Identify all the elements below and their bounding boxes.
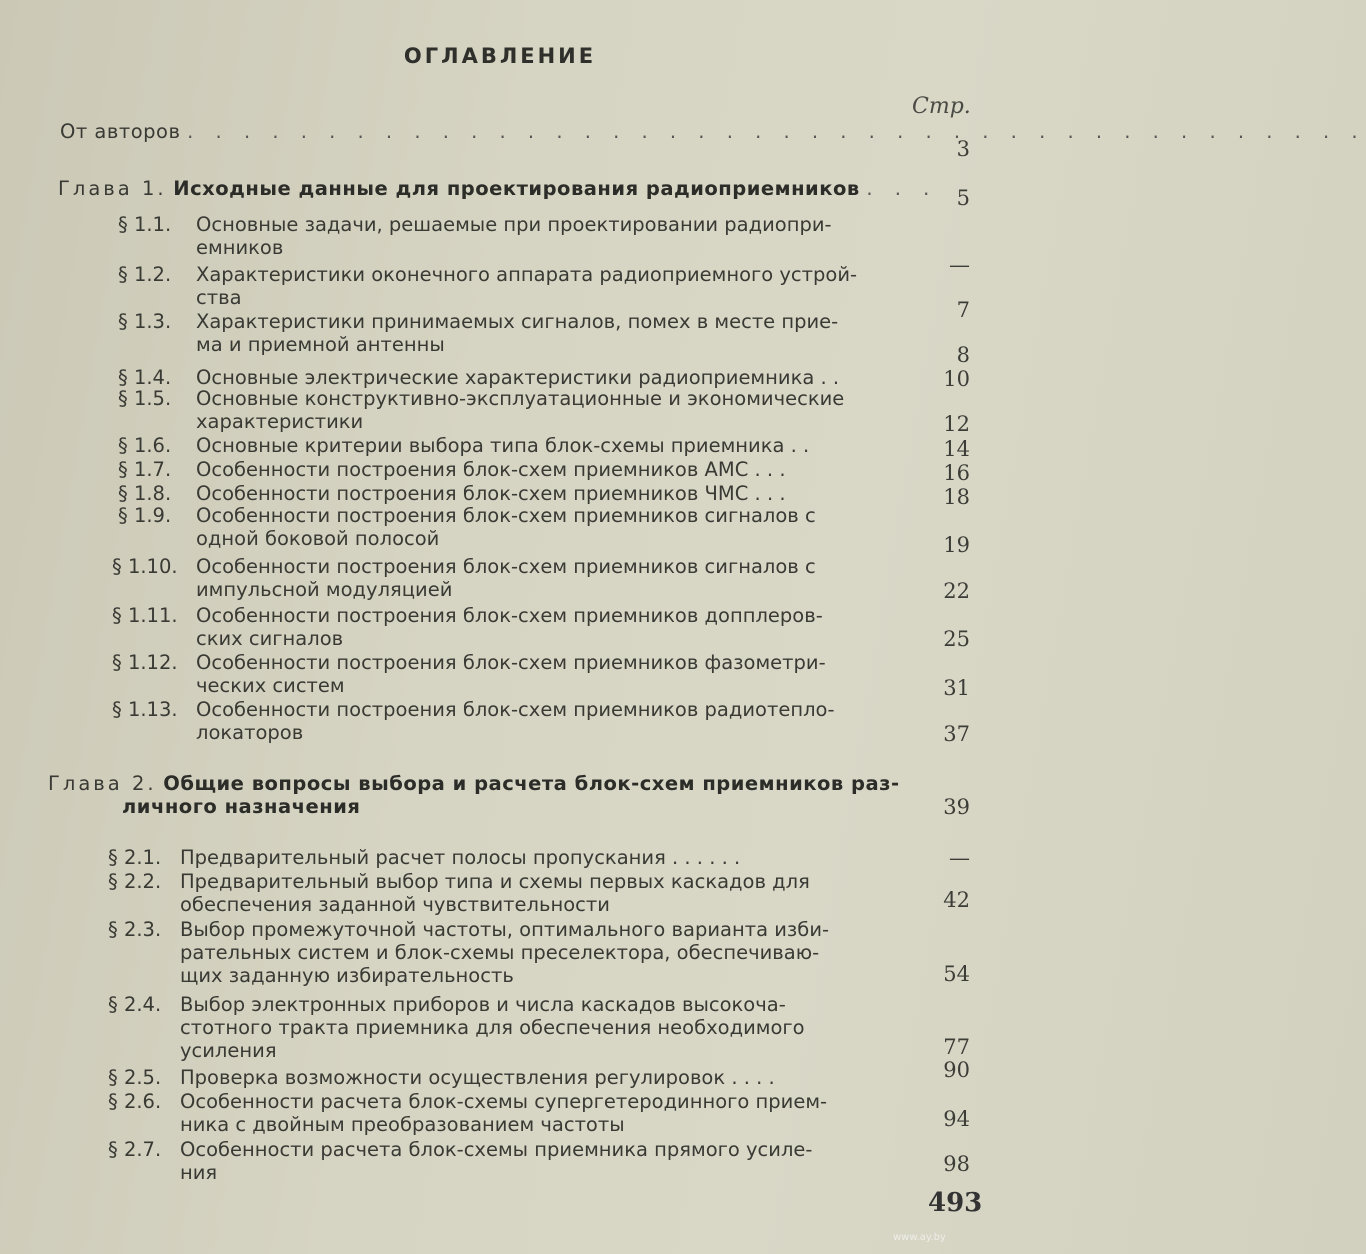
page-ref: 10 [943,367,970,391]
toc-entry-text: От авторов [60,120,181,143]
page-ref: 18 [943,485,970,509]
page-ref: — [949,846,970,870]
toc-section-2-2: § 2.2. Предварительный выбор типа и схемы первых каскадов для обеспечения заданной чувствительности [108,870,810,916]
page-ref: 8 [956,343,970,367]
toc-section-1-12: § 1.12. Особенности построения блок-схем приемников фазометри- ческих систем [112,651,826,697]
page-ref: 14 [943,437,970,461]
page-ref: 54 [943,962,970,986]
page-ref: 3 [956,137,970,161]
toc-section-1-3: § 1.3. Характеристики принимаемых сигналов, помех в месте прие- ма и приемной антенны [118,310,839,356]
toc-section-1-6: § 1.6. Основные критерии выбора типа блок-схемы приемника . . [118,434,810,457]
page-ref: 22 [943,579,970,603]
toc-section-1-10: § 1.10. Особенности построения блок-схем приемников сигналов с импульсной модуляцией [112,555,816,601]
toc-section-1-4: § 1.4. Основные электрические характеристики радиоприемника . . [118,366,840,389]
page-ref: 42 [943,888,970,912]
toc-section-1-7: § 1.7. Особенности построения блок-схем приемников АМС . . . [118,458,786,481]
page-ref: 37 [943,722,970,746]
page-ref: 39 [943,795,970,819]
chapter-title: Исходные данные для проектирования радиоприемников [173,177,860,200]
page-ref: 98 [943,1152,970,1176]
page-ref: 12 [943,412,970,436]
toc-chapter-1 [58,177,937,200]
page-ref: 94 [943,1107,970,1131]
toc-section-2-6: § 2.6. Особенности расчета блок-схемы супергетеродинного прием- ника с двойным преобразованием частоты [108,1090,828,1136]
page-ref: 7 [956,298,970,322]
leader-dots: . . . [866,177,938,200]
page-ref: 25 [943,627,970,651]
chapter-prefix: Глава 2. [48,772,157,795]
page-column-label: Стр. [912,94,971,119]
leader-dots: . . . . . . . . . . . . . . . . . . . . . . . . . . . . . . . . . . . . . . . . . . [187,120,1366,143]
page-ref: 19 [943,533,970,557]
page-ref: — [949,253,970,277]
toc-section-2-4: § 2.4. Выбор электронных приборов и числа каскадов высокоча- стотного тракта приемника для обеспечения необходимого усиления [108,993,805,1062]
toc-section-2-3: § 2.3. Выбор промежуточной частоты, оптимального варианта изби- рательных систем и блок-схемы преселектора, обеспечиваю- щих заданную избирательность [108,918,830,987]
chapter-title-cont: личного назначения [122,795,361,818]
page-ref: 77 [943,1035,970,1059]
toc-section-2-7: § 2.7. Особенности расчета блок-схемы приемника прямого усиле- ния [108,1138,813,1184]
toc-section-1-2: § 1.2. Характеристики оконечного аппарата радиоприемного устрой- ства [118,263,858,309]
chapter-title: Общие вопросы выбора и расчета блок-схем приемников раз- [163,772,900,795]
page-ref: 90 [943,1058,970,1082]
toc-section-1-8: § 1.8. Особенности построения блок-схем приемников ЧМС . . . [118,482,786,505]
watermark: www.ay.by [893,1232,946,1243]
page-ref: 5 [956,186,970,210]
toc-section-2-1: § 2.1. Предварительный расчет полосы пропускания . . . . . . [108,846,741,869]
toc-section-1-9: § 1.9. Особенности построения блок-схем приемников сигналов с одной боковой полосой [118,504,816,550]
toc-section-1-5: § 1.5. Основные конструктивно-эксплуатационные и экономические характеристики [118,387,845,433]
toc-section-1-13: § 1.13. Особенности построения блок-схем приемников радиотепло- локаторов [112,698,835,744]
page-title: ОГЛАВЛЕНИЕ [403,44,597,68]
toc-chapter-2 [48,772,900,818]
toc-section-1-1: § 1.1. Основные задачи, решаемые при проектировании радиопри- емников [118,213,832,259]
chapter-prefix: Глава 1. [58,177,167,200]
page-ref: 31 [943,676,970,700]
page-ref: 16 [943,461,970,485]
page-number: 493 [928,1188,983,1218]
toc-section-2-5: § 2.5. Проверка возможности осуществления регулировок . . . . [108,1066,775,1089]
toc-entry-authors [60,120,1366,143]
toc-section-1-11: § 1.11. Особенности построения блок-схем приемников допплеров- ских сигналов [112,604,823,650]
